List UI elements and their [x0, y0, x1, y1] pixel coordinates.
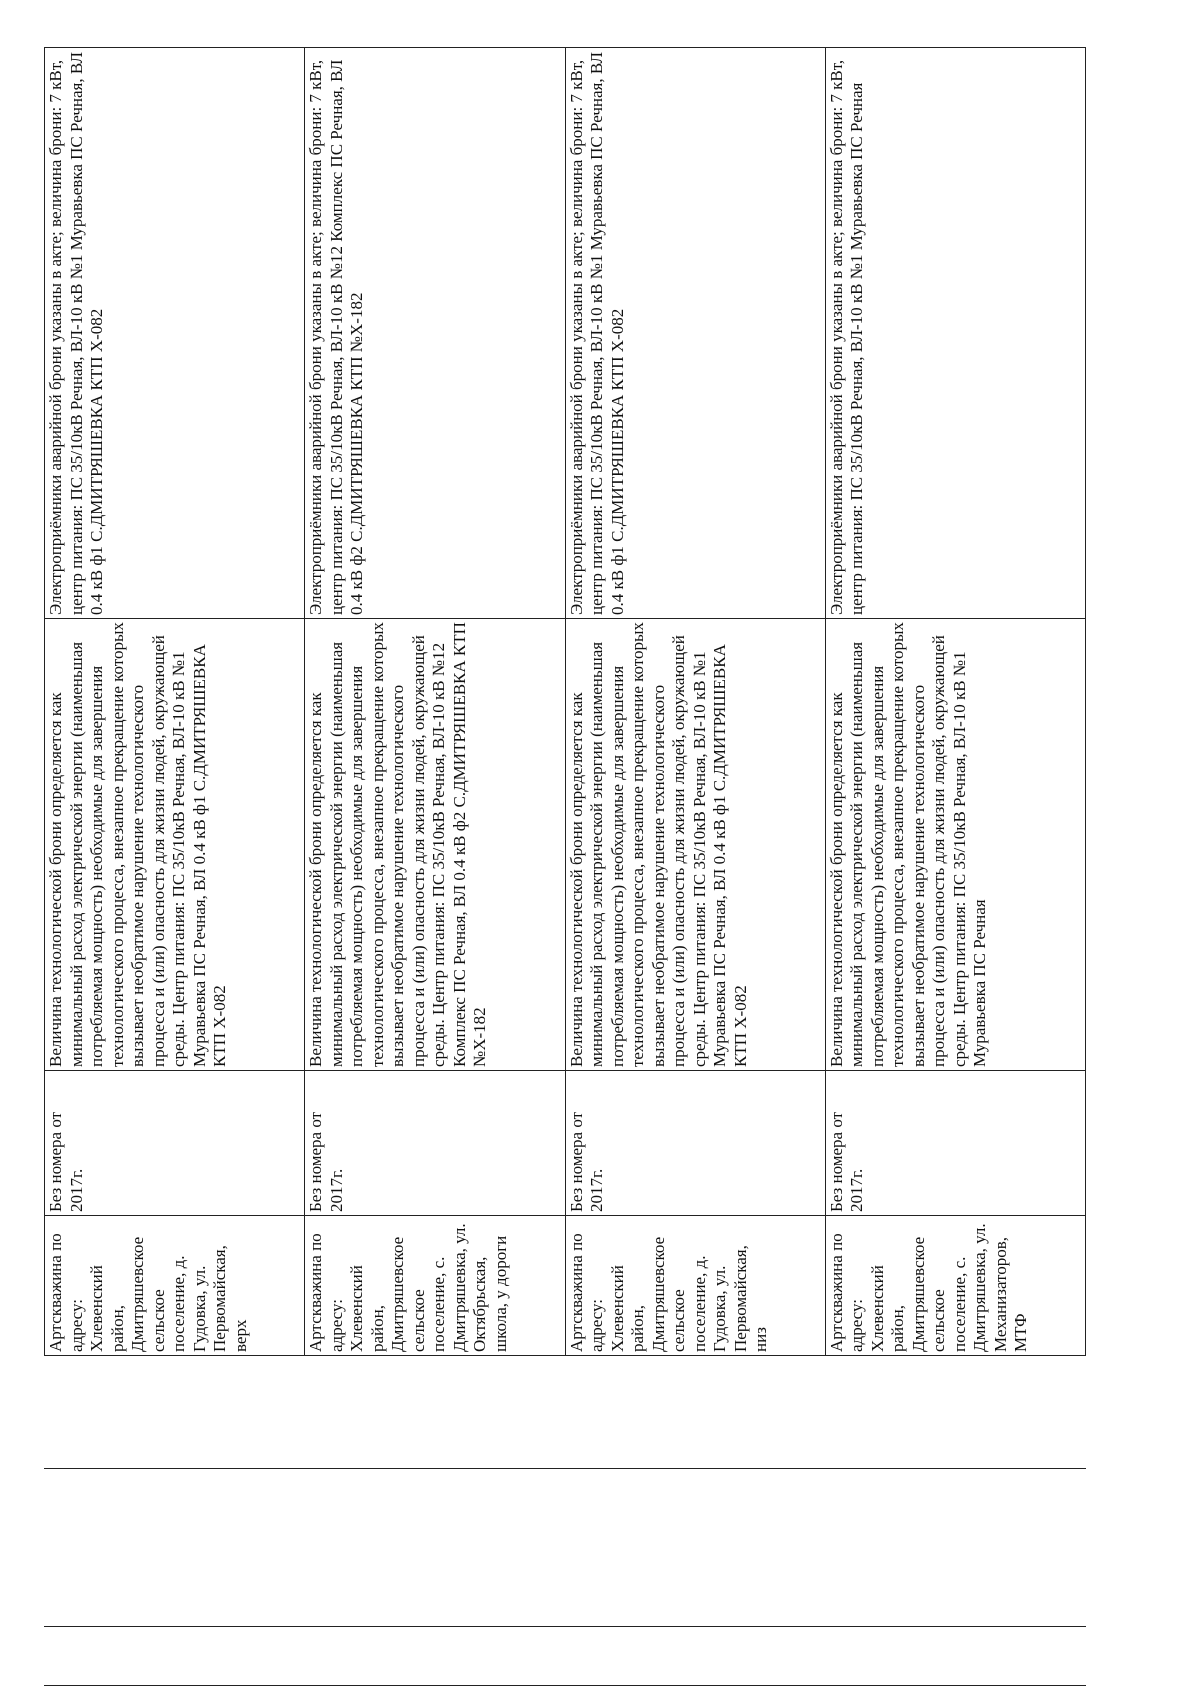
divider-line [44, 1685, 1086, 1686]
divider-line [44, 1626, 1086, 1627]
technological-reserve-cell: Величина технологической брони определяется как минимальный расход электрической энергии (наименьшая потребляемая мощность) необходимые для завершения технологического процесса, внезапное прекращение которых вызывает необратимое нарушение технологического процесса и (или) опасность для жизни людей, окружающей среды. Центр питания: ПС 35/10кВ Речная, ВЛ-10 кВ №1 Муравьевка ПС Речная, ВЛ 0.4 кВ ф1 С.ДМИТРЯШЕВКА КТП Х-082 [45, 619, 305, 1071]
table-row [565, 48, 825, 1356]
emergency-reserve-cell: Электроприёмники аварийной брони указаны в акте; величина брони: 7 кВт, центр питания: ПС 35/10кВ Речная, ВЛ-10 кВ №1 Муравьевка ПС Речная, ВЛ 0.4 кВ ф1 С.ДМИТРЯШЕВКА КТП Х-082 [565, 48, 825, 619]
technological-reserve-cell: Величина технологической брони определяется как минимальный расход электрической энергии (наименьшая потребляемая мощность) необходимые для завершения технологического процесса, внезапное прекращение которых вызывает необратимое нарушение технологического процесса и (или) опасность для жизни людей, окружающей среды. Центр питания: ПС 35/10кВ Речная, ВЛ-10 кВ №12 Комплекс ПС Речная, ВЛ 0.4 кВ ф2 С.ДМИТРЯШЕВКА КТП №Х-182 [305, 619, 565, 1071]
technological-reserve-cell: Величина технологической брони определяется как минимальный расход электрической энергии (наименьшая потребляемая мощность) необходимые для завершения технологического процесса, внезапное прекращение которых вызывает необратимое нарушение технологического процесса и (или) опасность для жизни людей, окружающей среды. Центр питания: ПС 35/10кВ Речная, ВЛ-10 кВ №1 Муравьевка ПС Речная, ВЛ 0.4 кВ ф1 С.ДМИТРЯШЕВКА КТП Х-082 [565, 619, 825, 1071]
object-address-cell: Артскважина по адресу: Хлевенский район, Дмитряшевское сельское поселение, д. Гудовка, ул. Первомайская, низ [565, 1216, 825, 1356]
emergency-reserve-cell: Электроприёмники аварийной брони указаны в акте; величина брони: 7 кВт, центр питания: ПС 35/10кВ Речная, ВЛ-10 кВ №12 Комплекс ПС Речная, ВЛ 0.4 кВ ф2 С.ДМИТРЯШЕВКА КТП №Х-182 [305, 48, 565, 619]
reservation-table [44, 47, 1086, 1356]
object-address-cell: Артскважина по адресу: Хлевенский район, Дмитряшевское сельское поселение, с. Дмитряшевка, ул. Механизаторов, МТФ [825, 1216, 1085, 1356]
table-row [45, 48, 305, 1356]
table-row [305, 48, 565, 1356]
act-number-cell: Без номера от 2017г. [305, 1071, 565, 1216]
object-address-cell: Артскважина по адресу: Хлевенский район, Дмитряшевское сельское поселение, д. Гудовка, ул. Первомайская, верх [45, 1216, 305, 1356]
act-number-cell: Без номера от 2017г. [45, 1071, 305, 1216]
divider-line [44, 1468, 1086, 1469]
technological-reserve-cell: Величина технологической брони определяется как минимальный расход электрической энергии (наименьшая потребляемая мощность) необходимые для завершения технологического процесса, внезапное прекращение которых вызывает необратимое нарушение технологического процесса и (или) опасность для жизни людей, окружающей среды. Центр питания: ПС 35/10кВ Речная, ВЛ-10 кВ №1 Муравьевка ПС Речная [825, 619, 1085, 1071]
object-address-cell: Артскважина по адресу: Хлевенский район, Дмитряшевское сельское поселение, с. Дмитряшевка, ул. Октябрьская, школа, у дороги [305, 1216, 565, 1356]
emergency-reserve-cell: Электроприёмники аварийной брони указаны в акте; величина брони: 7 кВт, центр питания: ПС 35/10кВ Речная, ВЛ-10 кВ №1 Муравьевка ПС Речная, ВЛ 0.4 кВ ф1 С.ДМИТРЯШЕВКА КТП Х-082 [45, 48, 305, 619]
act-number-cell: Без номера от 2017г. [825, 1071, 1085, 1216]
rotated-table-area [44, 48, 1086, 1356]
act-number-cell: Без номера от 2017г. [565, 1071, 825, 1216]
emergency-reserve-cell: Электроприёмники аварийной брони указаны в акте; величина брони: 7 кВт, центр питания: ПС 35/10кВ Речная, ВЛ-10 кВ №1 Муравьевка ПС Речная [825, 48, 1085, 619]
rotated-page [44, 48, 1086, 1356]
table-row [825, 48, 1085, 1356]
